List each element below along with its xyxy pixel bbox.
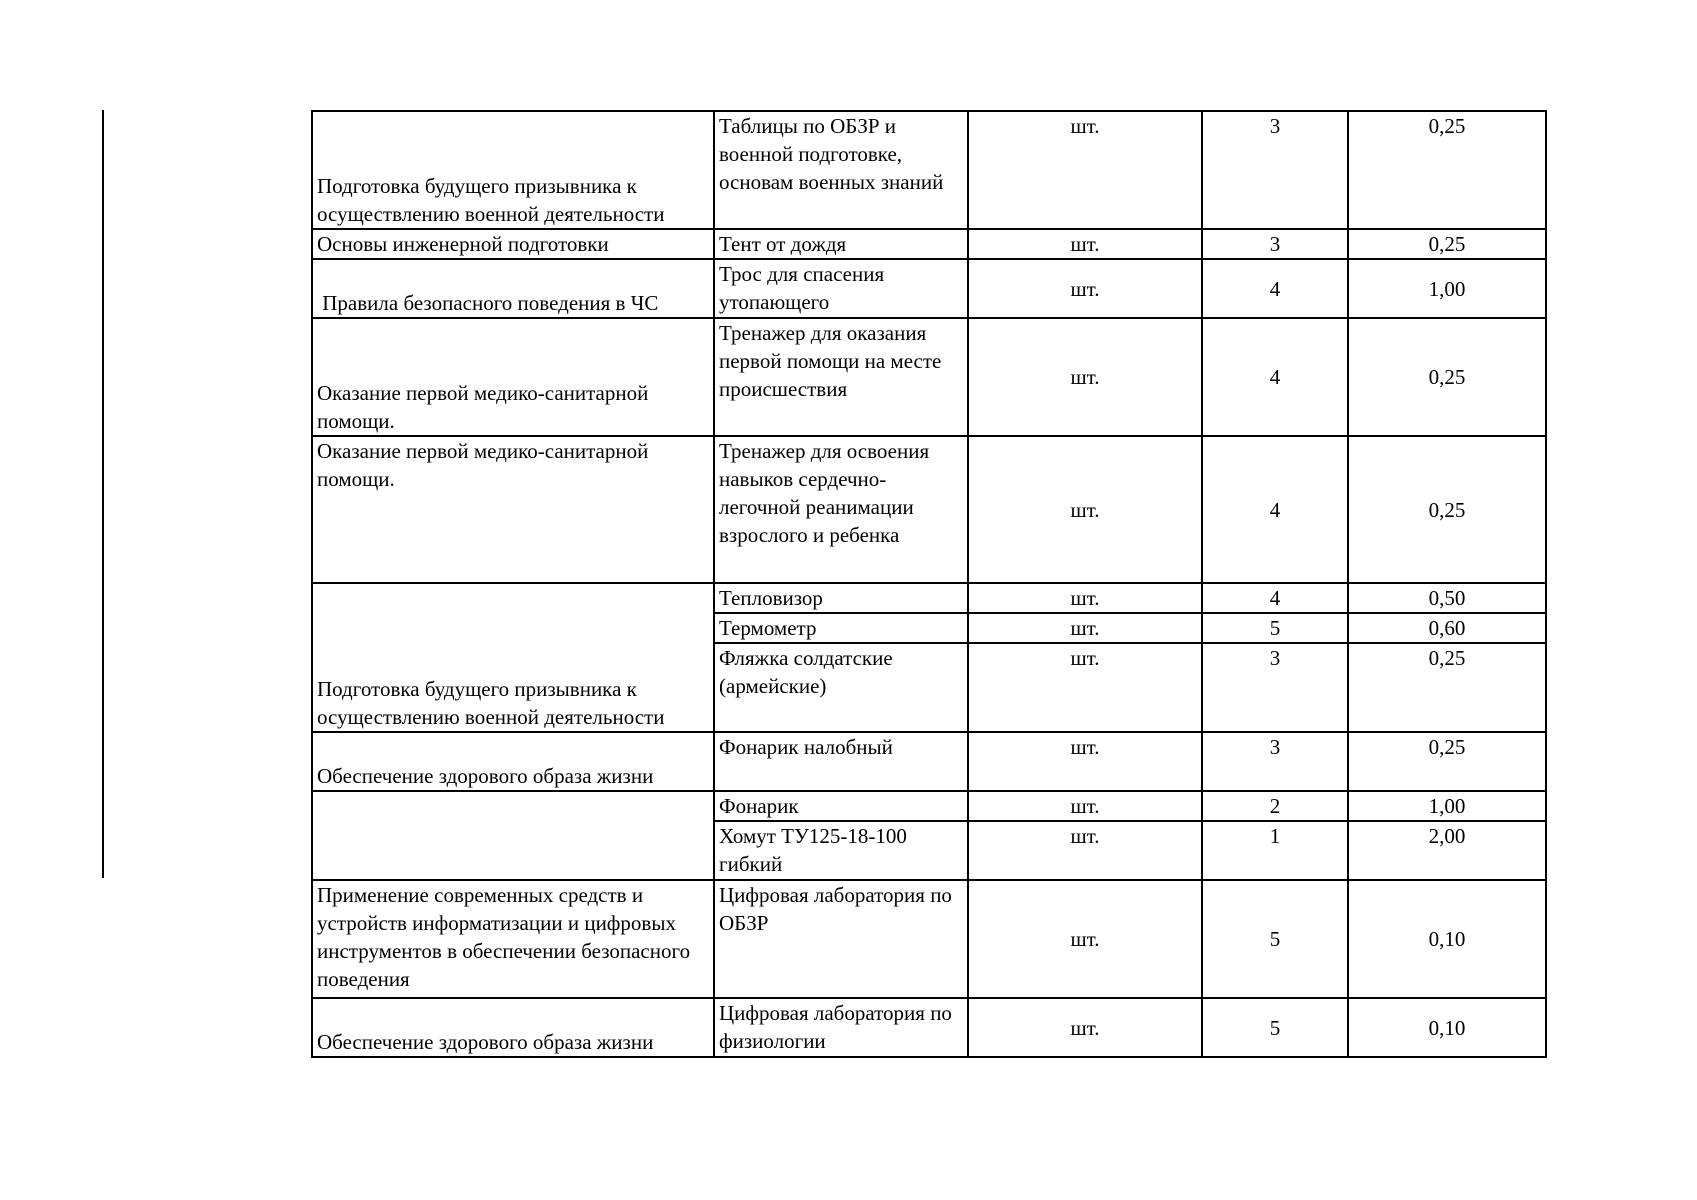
table-row: [312, 583, 1546, 613]
item-name-cell: Трос для спасения утопающего: [714, 259, 968, 318]
unit-cell: шт.: [968, 791, 1202, 821]
table-row: [312, 436, 1546, 583]
item-name-cell: Тент от дождя: [714, 229, 968, 259]
table-row: [312, 791, 1546, 821]
unit-cell: шт.: [968, 111, 1202, 229]
quantity-cell: 5: [1202, 998, 1348, 1057]
quantity-cell: 4: [1202, 318, 1348, 436]
item-name-cell: Таблицы по ОБЗР и военной подготовке, основам военных знаний: [714, 111, 968, 229]
section-cell: Подготовка будущего призывника к осуществлению военной деятельности: [312, 583, 714, 732]
norm-cell: 0,25: [1348, 229, 1546, 259]
table-row: [312, 732, 1546, 791]
unit-cell: шт.: [968, 998, 1202, 1057]
norm-cell: 0,10: [1348, 880, 1546, 998]
quantity-cell: 4: [1202, 436, 1348, 583]
table-row: [312, 318, 1546, 436]
section-cell: Правила безопасного поведения в ЧС: [312, 259, 714, 318]
section-cell: Основы инженерной подготовки: [312, 229, 714, 259]
quantity-cell: 3: [1202, 111, 1348, 229]
margin-rule: [102, 110, 104, 878]
norm-cell: 1,00: [1348, 791, 1546, 821]
unit-cell: шт.: [968, 318, 1202, 436]
table-row: [312, 880, 1546, 998]
item-name-cell: Фонарик налобный: [714, 732, 968, 791]
item-name-cell: Тепловизор: [714, 583, 968, 613]
section-cell: Обеспечение здорового образа жизни: [312, 998, 714, 1057]
table-row: [312, 998, 1546, 1057]
norm-cell: 0,25: [1348, 643, 1546, 732]
section-cell: [312, 791, 714, 880]
unit-cell: шт.: [968, 732, 1202, 791]
item-name-cell: Хомут ТУ125-18-100 гибкий: [714, 821, 968, 880]
item-name-cell: Термометр: [714, 613, 968, 643]
item-name-cell: Тренажер для оказания первой помощи на месте происшествия: [714, 318, 968, 436]
unit-cell: шт.: [968, 643, 1202, 732]
section-cell: Подготовка будущего призывника к осуществлению военной деятельности: [312, 111, 714, 229]
unit-cell: шт.: [968, 583, 1202, 613]
quantity-cell: 4: [1202, 583, 1348, 613]
norm-cell: 0,10: [1348, 998, 1546, 1057]
item-name-cell: Фляжка солдатские (армейские): [714, 643, 968, 732]
section-cell: Оказание первой медико-санитарной помощи.: [312, 318, 714, 436]
unit-cell: шт.: [968, 229, 1202, 259]
quantity-cell: 5: [1202, 613, 1348, 643]
norm-cell: 2,00: [1348, 821, 1546, 880]
table-row: [312, 229, 1546, 259]
unit-cell: шт.: [968, 259, 1202, 318]
norm-cell: 0,60: [1348, 613, 1546, 643]
quantity-cell: 1: [1202, 821, 1348, 880]
unit-cell: шт.: [968, 821, 1202, 880]
unit-cell: шт.: [968, 613, 1202, 643]
item-name-cell: Цифровая лаборатория по ОБЗР: [714, 880, 968, 998]
quantity-cell: 3: [1202, 732, 1348, 791]
table-row: [312, 111, 1546, 229]
section-cell: Обеспечение здорового образа жизни: [312, 732, 714, 791]
norm-cell: 1,00: [1348, 259, 1546, 318]
item-name-cell: Тренажер для освоения навыков сердечно-легочной реанимации взрослого и ребенка: [714, 436, 968, 583]
norm-cell: 0,25: [1348, 111, 1546, 229]
norm-cell: 0,50: [1348, 583, 1546, 613]
unit-cell: шт.: [968, 436, 1202, 583]
item-name-cell: Цифровая лаборатория по физиологии: [714, 998, 968, 1057]
section-cell: Применение современных средств и устройств информатизации и цифровых инструментов в обеспечении безопасного поведения: [312, 880, 714, 998]
norm-cell: 0,25: [1348, 436, 1546, 583]
quantity-cell: 5: [1202, 880, 1348, 998]
section-cell: Оказание первой медико-санитарной помощи.: [312, 436, 714, 583]
quantity-cell: 4: [1202, 259, 1348, 318]
equipment-table: [311, 110, 1547, 1058]
item-name-cell: Фонарик: [714, 791, 968, 821]
quantity-cell: 3: [1202, 643, 1348, 732]
unit-cell: шт.: [968, 880, 1202, 998]
table-row: [312, 259, 1546, 318]
norm-cell: 0,25: [1348, 318, 1546, 436]
norm-cell: 0,25: [1348, 732, 1546, 791]
quantity-cell: 3: [1202, 229, 1348, 259]
quantity-cell: 2: [1202, 791, 1348, 821]
